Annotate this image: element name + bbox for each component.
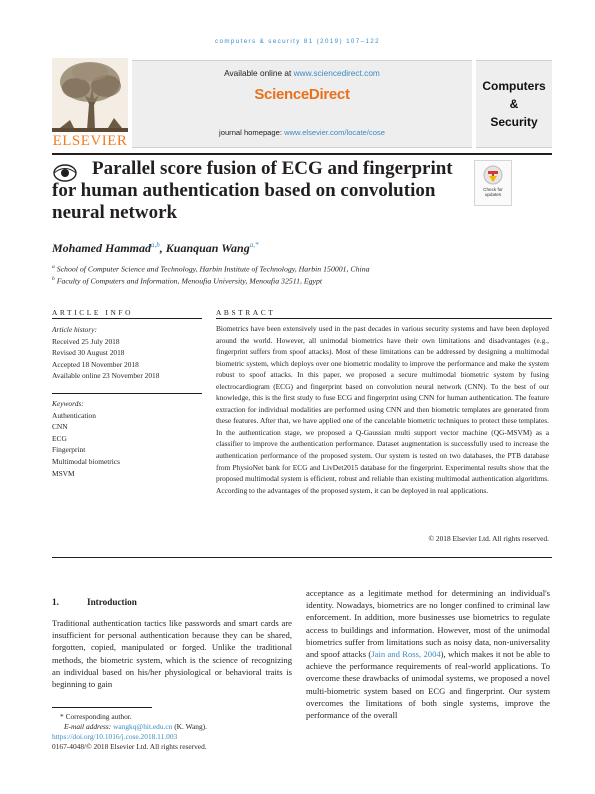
history-revised: Revised 30 August 2018 (52, 348, 125, 358)
author-1-affiliation-marks[interactable]: a,b (151, 241, 160, 249)
section-number: 1. (52, 597, 59, 607)
section-title: Introduction (87, 597, 137, 607)
keyword-item: ECG (52, 433, 67, 443)
intro-right-text-b: ), which makes it not be able to achieve the performance requirements of real-world applications. To overcome these drawbacks of unimodal systems, we proposed a novel multi-biometric system based on ECG and fingerprint. Our system overcomes the limitations of both single systems, improve the performance of the overall (306, 649, 550, 721)
keyword-item: Multimodal biometrics (52, 456, 120, 466)
doi-link[interactable]: https://doi.org/10.1016/j.cose.2018.11.003 (52, 732, 178, 741)
journal-name-line-1: Computers (482, 79, 546, 93)
affiliation-b (52, 276, 322, 286)
abstract-copyright: © 2018 Elsevier Ltd. All rights reserved. (428, 534, 549, 543)
affiliation-a (52, 264, 370, 274)
article-title: Parallel score fusion of ECG and fingerprint for human authentication based on convolution neural network (52, 158, 453, 223)
history-available-online: Available online 23 November 2018 (52, 371, 160, 381)
article-info-heading: ARTICLE INFO (52, 308, 134, 317)
citation-link[interactable]: Jain and Ross, 2004 (371, 649, 441, 660)
crossmark-label-line-2: updates (484, 192, 502, 198)
author-list (52, 241, 258, 256)
keyword-item: CNN (52, 422, 68, 432)
author-1[interactable]: Mohamed Hammad (52, 241, 152, 255)
author-2-affiliation-marks[interactable]: a,* (249, 241, 259, 249)
available-prefix: Available online at (224, 68, 294, 78)
sciencedirect-link[interactable]: www.sciencedirect.com (293, 68, 380, 78)
keyword-item: MSVM (52, 468, 75, 478)
abstract-end-rule (52, 557, 552, 558)
affiliation-a-text: School of Computer Science and Technology, Harbin Institute of Technology, Harbin 150001, China (56, 264, 370, 274)
keywords (52, 398, 202, 479)
corresponding-author-note (60, 712, 132, 721)
journal-homepage-line (132, 128, 472, 137)
article-info-rule (52, 318, 202, 319)
crossmark-label-line-1: Check for (483, 187, 503, 192)
header-rule (52, 153, 552, 155)
section-heading-introduction (52, 597, 137, 607)
abstract-rule (216, 318, 552, 319)
keywords-label: Keywords: (52, 399, 84, 408)
author-2[interactable]: Kuanquan Wang (165, 241, 250, 255)
journal-homepage-link[interactable]: www.elsevier.com/locate/cose (284, 128, 385, 137)
keyword-item: Authentication (52, 410, 96, 420)
intro-left-column: Traditional authentication tactics like passwords and smart cards are insufficient for personal authentication because they can be shared, forgotten, copied, manipulated or forged. Unlike the traditional methods, the biometric system, which is the science of recognizing an individual based on his/her physiological or behavioral traits is beginning to gain (52, 618, 292, 690)
tree-icon (52, 58, 128, 132)
affiliation-b-mark: b (52, 276, 55, 282)
journal-name-box (476, 60, 552, 148)
crossmark-icon (475, 161, 511, 187)
elsevier-wordmark: ELSEVIER (52, 133, 128, 149)
sciencedirect-logo[interactable]: ScienceDirect (254, 86, 350, 103)
email-note (64, 722, 207, 731)
email-label: E-mail address: (64, 722, 112, 731)
journal-info-box (132, 60, 472, 148)
article-history-label: Article history: (52, 325, 97, 334)
doi-line (52, 732, 177, 741)
history-keywords-rule (52, 393, 202, 394)
affiliation-b-text: Faculty of Computers and Information, Menoufia University, Menoufia 32511, Egypt (56, 276, 323, 286)
intro-right-column (306, 587, 550, 721)
abstract-body: Biometrics have been extensively used in the past decades in various security systems and have been deployed around the world. However, all unimodal biometrics have their own limitations and disadvantages (e.g., fingerprint suffers from spoof attacks). Most of these limitations can be addressed by designing a multimodal biometric system, which deploys over one biometric modality to improve the performance and make the system robust to spoof attacks. In this paper, we proposed a secure multimodal biometric system by fusing electrocardiogram (ECG) and fingerprint based on convolution neural network (CNN). To the best of our knowledge, this is the first study to fuse ECG and fingerprint using CNN for human authentication. The feature extraction for individual modalities are performed using CNN and then biometric templates are generated from these features. After that, we have applied one of the cancelable biometric techniques to protect these templates. In the authentication stage, we proposed a Q-Gaussian multi support vector machine (QG-MSVM) as a classifier to improve the authentication performance. Dataset augmentation is successfully used to increase the authentication performance of the proposed system. Our system is tested on two databases, the PTB database from PhysioNet bank for ECG and LivDet2015 database for the fingerprint. Experimental results show that the proposed multimodal system is efficient, robust and reliable than existing multimodal authentication algorithms. According to the advantages of the proposed system, it can be deployed in real applications. (216, 324, 549, 495)
footnote-star-mark: * (60, 712, 64, 721)
article-history (52, 324, 202, 382)
footnote-rule (52, 707, 152, 708)
abstract-heading: ABSTRACT (216, 308, 276, 317)
history-accepted: Accepted 18 November 2018 (52, 359, 139, 369)
keyword-item: Fingerprint (52, 445, 86, 455)
crossmark-label (475, 187, 511, 198)
email-suffix: (K. Wang). (172, 722, 207, 731)
email-link[interactable]: wangkq@hit.edu.cn (113, 722, 173, 731)
homepage-prefix: journal homepage: (219, 128, 285, 137)
check-for-updates-badge[interactable] (474, 160, 512, 206)
author-separator: , (159, 241, 166, 255)
history-received: Received 25 July 2018 (52, 336, 120, 346)
issn-copyright-line: 0167-4048/© 2018 Elsevier Ltd. All rights reserved. (52, 742, 207, 751)
journal-running-header: computers & security 81 (2019) 107–122 (215, 38, 380, 45)
masthead (52, 58, 552, 150)
intro-right-text-a: acceptance as a legitimate method for determining an individual's identity. Nowadays, biometrics are no longer confined to criminal law enforcement. In addition, more businesses use biometrics to regulate access to buildings and information. However, most of the unimodal biometrics suffer from limitations such as noisy data, non-universality and spoof attacks ( (306, 588, 550, 660)
affiliation-a-mark: a (52, 264, 55, 270)
corresponding-author-text: Corresponding author. (65, 712, 132, 721)
available-online-line (132, 68, 472, 78)
journal-name-line-3: Security (490, 115, 538, 129)
journal-name-line-2: & (509, 97, 519, 111)
elsevier-logo[interactable] (52, 58, 128, 150)
